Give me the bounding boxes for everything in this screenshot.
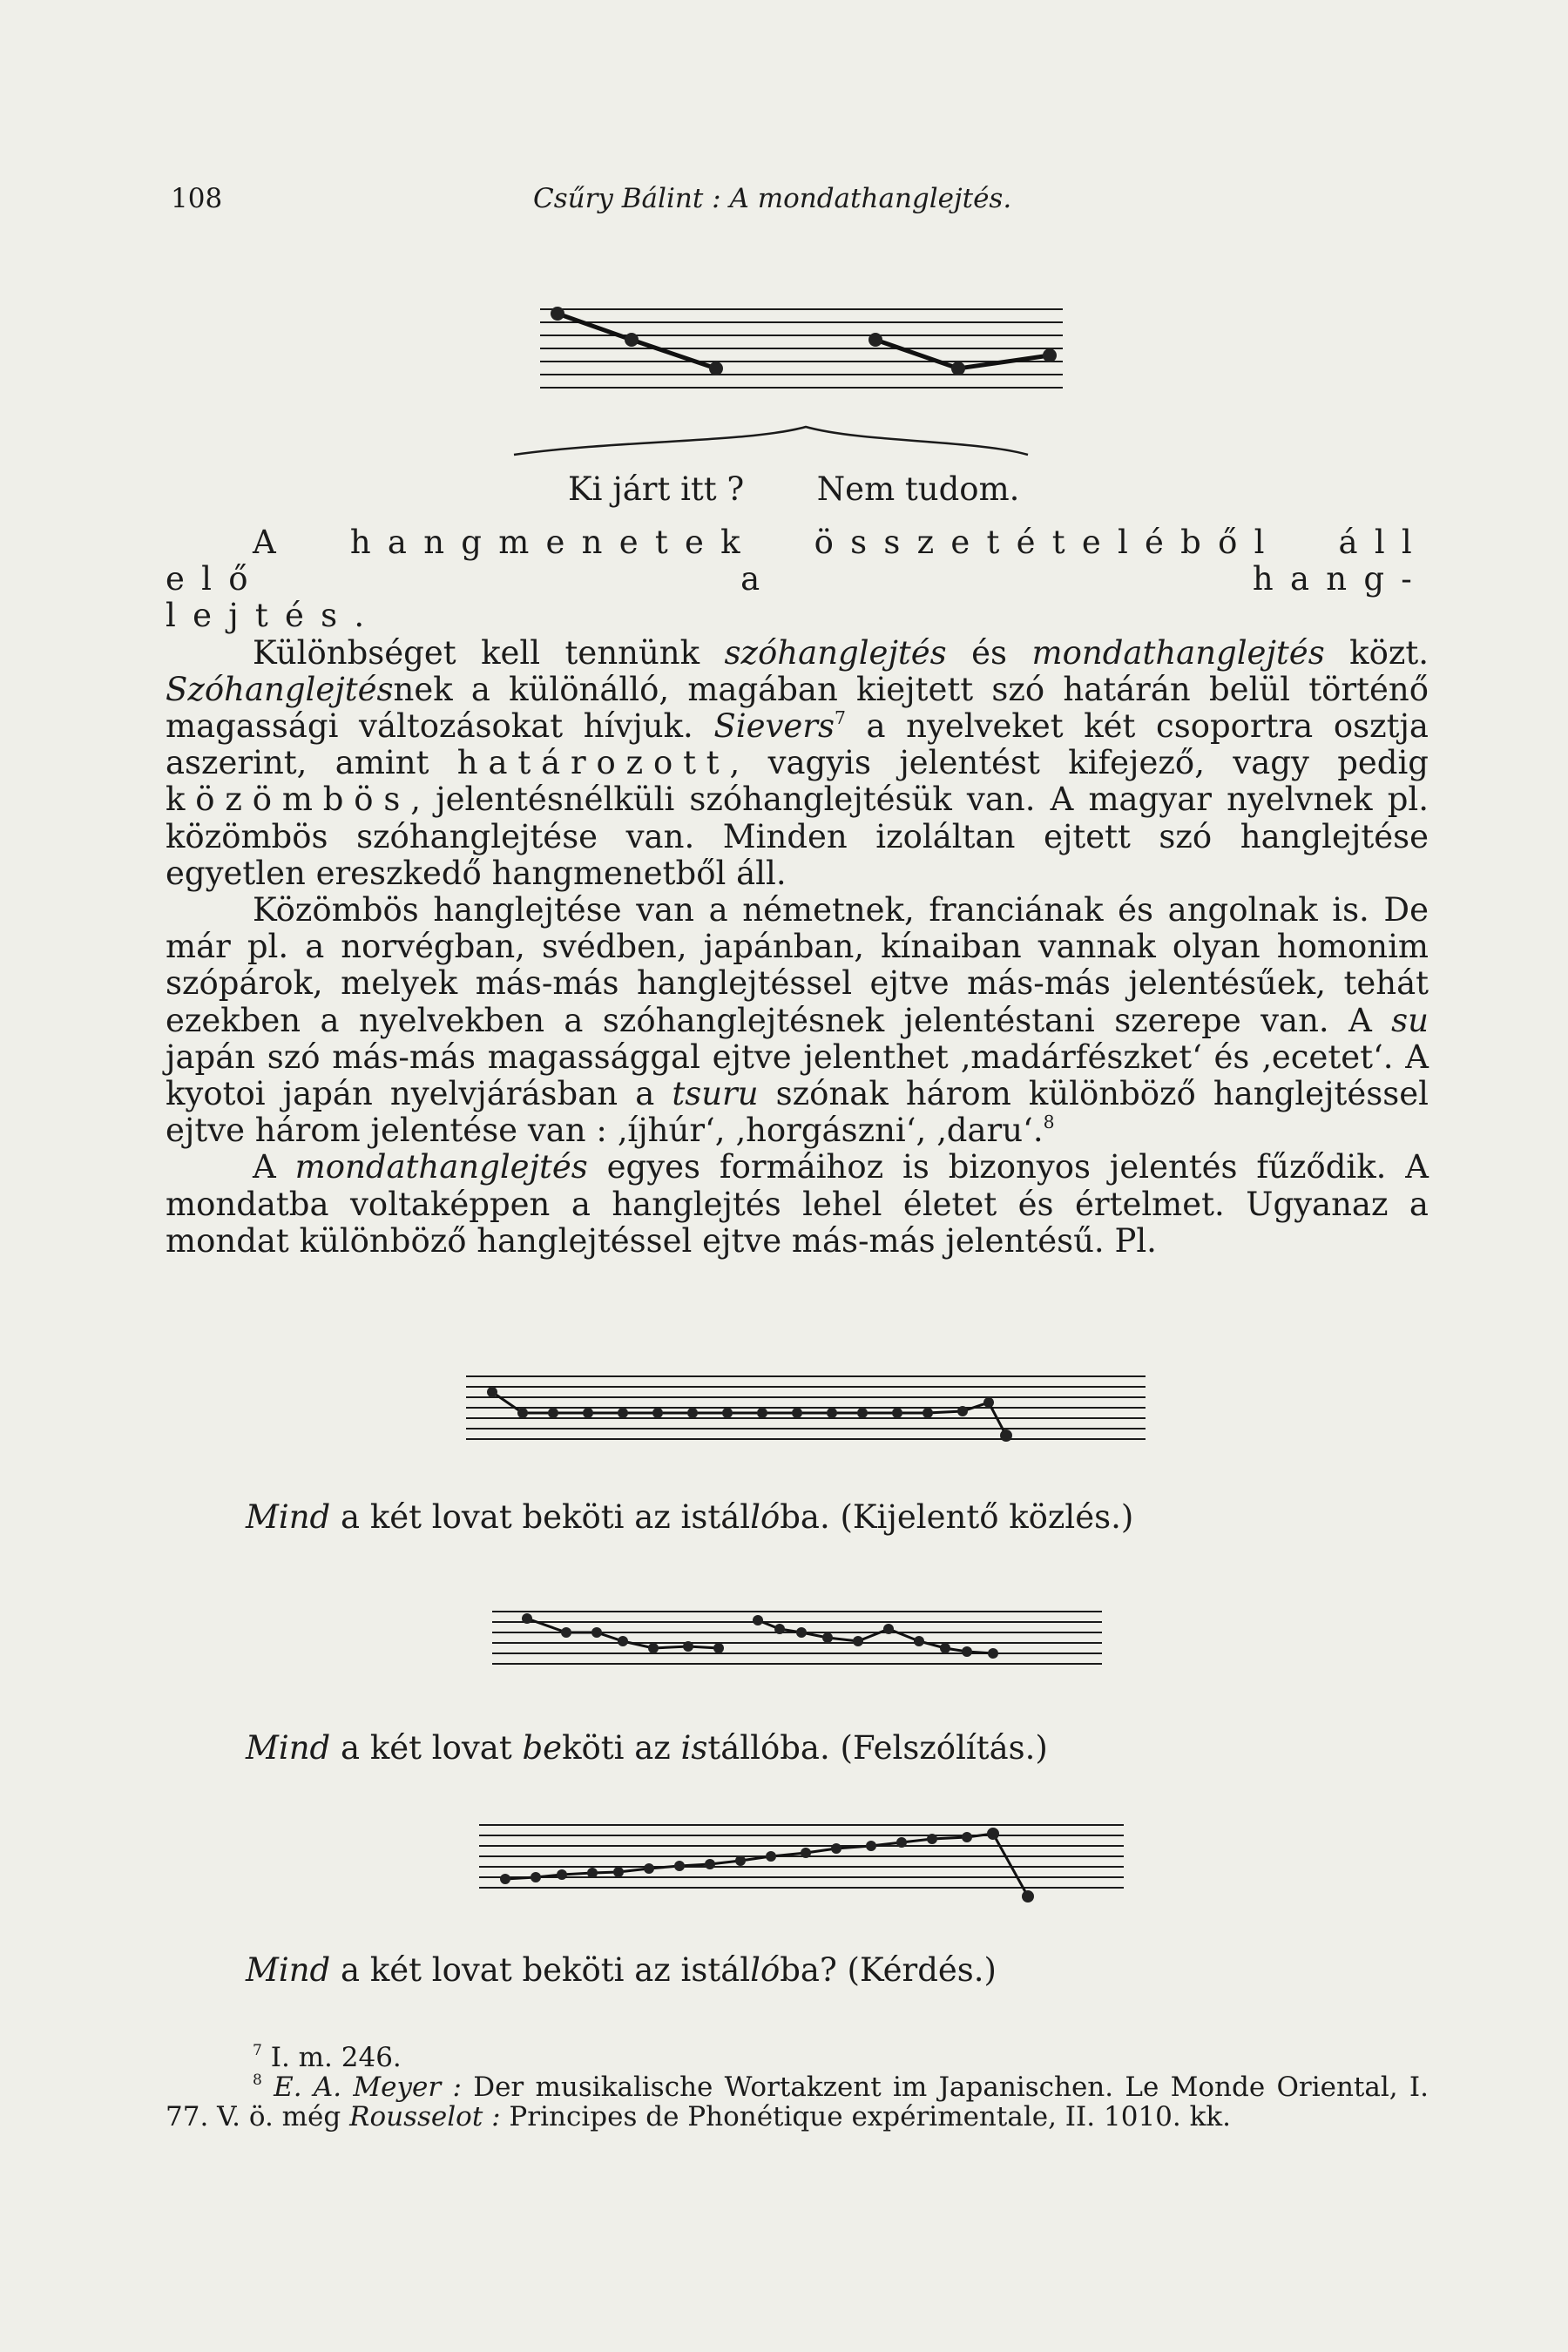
page-number: 108 xyxy=(171,183,223,214)
figure-1-point xyxy=(625,333,639,347)
example-1-intonation xyxy=(466,1368,1146,1463)
running-head: Csűry Bálint : A mondathanglejtés. xyxy=(533,183,1012,214)
figure-1-point xyxy=(1043,348,1057,362)
caption-answer: Nem tudom. xyxy=(816,470,1020,508)
page-header xyxy=(0,183,1568,235)
example-2-intonation xyxy=(492,1603,1102,1690)
paragraph-1: Különbséget kell tennünk szóhanglejtés és mondathanglejtés közt. Szóhanglejtésnek a különálló, magában kiejtett szó határán belül történő magassági változásokat hívjuk. Sievers$^7$ a nyelveket két csoportra osztja aszerint, amint határozott, vagyis jelentést kifejező, vagy pedig közömbös, jelentésnélküli szóhanglejtésük van. A magyar nyelvnek pl. közömbös szóhanglejtése van. Minden izoláltan ejtett szó hanglejtése egyetlen ereszkedő hangmenetből áll. xyxy=(166,633,1429,892)
example-2-caption: Mind a két lovat beköti az istállóba. (Felszólítás.) xyxy=(246,1729,1048,1767)
footnote-ref-8[interactable]: 8 xyxy=(1043,1112,1055,1132)
example-2-points xyxy=(522,1613,998,1659)
example-2-staff-lines xyxy=(492,1612,1102,1664)
section-heading: A hangmenetek összetételéből áll elő a hang- xyxy=(166,524,1429,598)
figure-1-intonation xyxy=(488,287,1098,488)
figure-1-point xyxy=(551,307,564,321)
footnote-ref-7[interactable]: 7 xyxy=(834,706,846,728)
example-3-intonation xyxy=(470,1816,1132,1912)
main-text xyxy=(166,524,1429,1260)
example-2-curve-right xyxy=(758,1620,993,1653)
figure-1-point xyxy=(709,362,723,375)
figure-1-staff-lines xyxy=(540,309,1063,388)
figure-1-brace xyxy=(514,427,1028,455)
footnote-7: $^7$ I. m. 246. xyxy=(253,2042,402,2073)
figure-1-point xyxy=(951,362,965,375)
example-1-staff-lines xyxy=(466,1376,1146,1439)
example-3-staff-lines xyxy=(479,1825,1124,1888)
section-heading-cont: lejtés. xyxy=(166,597,382,635)
figure-1-caption xyxy=(568,470,1019,508)
footnote-8: $^8$ E. A. Meyer : Der musikalische Wortakzent im Japanischen. Le Monde Oriental, I. 77. V. ö. még Rousselot : Principes de Phonétique expérimentale, II. 1010. kk. xyxy=(166,2072,1429,2132)
paragraph-3: A mondathanglejtés egyes formáihoz is bizonyos jelentés fűződik. A mondatba voltaképpen a hanglejtés lehel életet és értelmet. Ugyanaz a mondat különböző hanglejtéssel ejtve más-más jelentésű. Pl. xyxy=(166,1148,1429,1260)
caption-question: Ki járt itt ? xyxy=(568,470,745,508)
footnotes xyxy=(166,2043,1429,2132)
example-3-caption: Mind a két lovat beköti az istállóba? (Kérdés.) xyxy=(246,1951,997,1989)
paragraph-2: Közömbös hanglejtése van a németnek, franciának és angolnak is. De már pl. a norvégban, svédben, japánban, kínaiban vannak olyan homonim szópárok, melyek más-más hanglejtéssel ejtve más-más jelentésűek, tehát ezekben a nyelvekben a szóhanglejtésnek jelentéstani szerepe van. A su japán szó más-más magassággal ejtve jelenthet ‚madárfészket‘ és ‚ecetet‘. A kyotoi japán nyelvjárásban a tsuru szónak három különböző hanglejtéssel ejtve három jelentése van : ‚íjhúr‘, ‚horgászni‘, ‚daru‘.$^8$ xyxy=(166,891,1429,1150)
figure-1-point xyxy=(868,333,882,347)
example-1-caption: Mind a két lovat beköti az istállóba. (Kijelentő közlés.) xyxy=(246,1498,1134,1536)
